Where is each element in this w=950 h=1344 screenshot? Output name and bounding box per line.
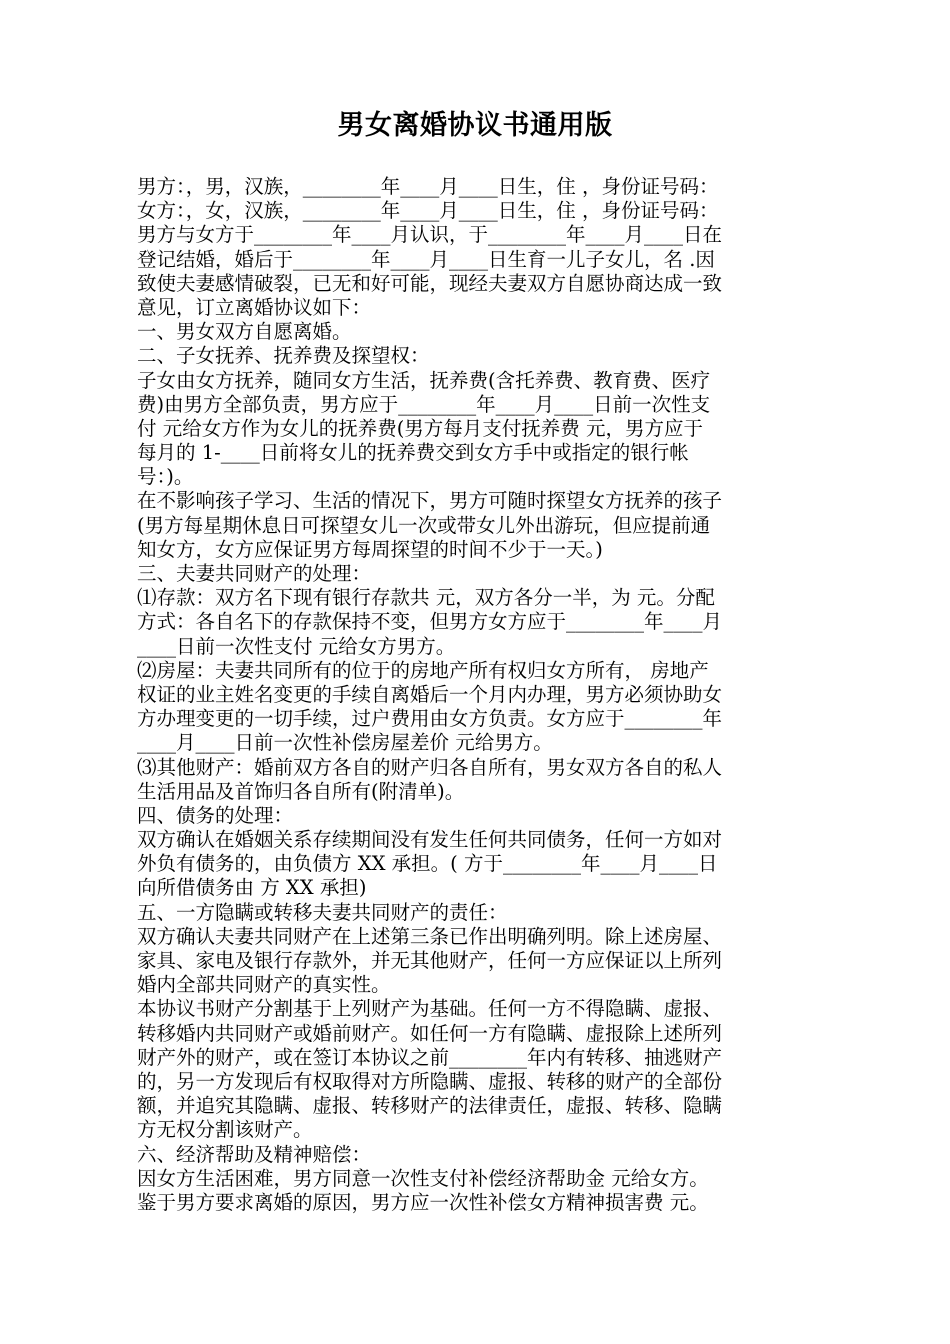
text-line: 向所借债务由 方 XX 承担) xyxy=(137,876,367,900)
text-line: (男方每星期休息日可探望女儿一次或带女儿外出游玩，但应提前通 xyxy=(137,513,711,537)
text-line: 方无权分割该财产。 xyxy=(137,1118,313,1142)
text-line: 方办理变更的一切手续，过户费用由女方负责。女方应于________年 xyxy=(137,707,723,731)
text-line: 付 元给女方作为女儿的抚养费(男方每月支付抚养费 元，男方应于 xyxy=(137,416,704,440)
text-line: 在不影响孩子学习、生活的情况下，男方可随时探望女方抚养的孩子 xyxy=(137,489,723,513)
text-line: 每月的 1-____日前将女儿的抚养费交到女方手中或指定的银行帐 xyxy=(137,441,689,465)
text-line: 登记结婚，婚后于________年____月____日生育一儿子女儿，名 .因 xyxy=(137,247,715,271)
text-line: 意见，订立离婚协议如下： xyxy=(137,295,372,319)
text-line: 转移婚内共同财产或婚前财产。如任何一方有隐瞒、虚报除上述所列 xyxy=(137,1021,723,1045)
text-line: 家具、家电及银行存款外，并无其他财产，任何一方应保证以上所列 xyxy=(137,949,723,972)
text-line: ⑴存款：双方名下现有银行存款共 元，双方各分一半，为 元。分配 xyxy=(137,586,715,610)
text-line: 子女由女方抚养，随同女方生活，抚养费(含托养费、教育费、医疗 xyxy=(137,368,711,392)
text-line: 因女方生活困难，男方同意一次性支付补偿经济帮助金 元给女方。 xyxy=(137,1166,709,1190)
text-line: ⑶其他财产：婚前双方各自的财产归各自所有，男女双方各自的私人 xyxy=(137,755,723,779)
text-line: 双方确认在婚姻关系存续期间没有发生任何共同债务，任何一方如对 xyxy=(137,828,723,852)
text-line: ____月____日前一次性补偿房屋差价 元给男方。 xyxy=(137,731,553,755)
text-line: 鉴于男方要求离婚的原因，男方应一次性补偿女方精神损害费 元。 xyxy=(137,1190,709,1214)
text-line: 的，另一方发现后有权取得对方所隐瞒、虚报、转移的财产的全部份 xyxy=(137,1069,723,1093)
text-line: 一、男女双方自愿离婚。 xyxy=(137,320,352,344)
text-line: 婚内全部共同财产的真实性。 xyxy=(137,973,391,997)
text-line: 男方：，男，汉族，________年____月____日生，住 ，身份证号码： xyxy=(137,175,719,198)
text-line: 费)由男方全部负责，男方应于________年____月____日前一次性支 xyxy=(137,392,711,416)
text-line: 六、经济帮助及精神赔偿： xyxy=(137,1142,372,1166)
text-line: ____日前一次性支付 元给女方男方。 xyxy=(137,634,456,658)
text-line: 三、夫妻共同财产的处理： xyxy=(137,562,372,585)
text-line: 五、一方隐瞒或转移夫妻共同财产的责任： xyxy=(137,900,508,924)
text-line: 生活用品及首饰归各自所有(附清单)。 xyxy=(137,779,465,803)
text-line: 财产外的财产，或在签订本协议之前________年内有转移、抽逃财产 xyxy=(137,1045,723,1069)
text-line: 方式：各自名下的存款保持不变，但男方女方应于________年____月 xyxy=(137,610,723,634)
text-line: 二、子女抚养、抚养费及探望权： xyxy=(137,344,430,368)
text-line: 女方：，女，汉族，________年____月____日生，住 ，身份证号码： xyxy=(137,199,719,223)
text-line: 男方与女方于________年____月认识，于________年____月____日在 xyxy=(137,223,723,247)
text-line: 四、债务的处理： xyxy=(137,803,294,827)
text-line: 双方确认夫妻共同财产在上述第三条已作出明确列明。除上述房屋、 xyxy=(137,924,723,948)
text-line: 外负有债务的，由负债方 XX 承担。( 方于________年____月____日 xyxy=(137,852,718,876)
document-body xyxy=(137,175,817,1215)
text-line: 知女方，女方应保证男方每周探望的时间不少于一天。) xyxy=(137,537,603,561)
text-line: 权证的业主姓名变更的手续自离婚后一个月内办理，男方必须协助女 xyxy=(137,682,723,706)
text-line: 号：)。 xyxy=(137,465,194,489)
text-line: 本协议书财产分割基于上列财产为基础。任何一方不得隐瞒、虚报、 xyxy=(137,997,723,1021)
text-line: 额，并追究其隐瞒、虚报、转移财产的法律责任，虚报、转移、隐瞒 xyxy=(137,1094,723,1118)
document-title: 男女离婚协议书通用版 xyxy=(337,110,613,141)
text-line: ⑵房屋：夫妻共同所有的位于的房地产所有权归女方所有， 房地产 xyxy=(137,658,709,682)
text-line: 致使夫妻感情破裂，已无和好可能，现经夫妻双方自愿协商达成一致 xyxy=(137,271,723,295)
